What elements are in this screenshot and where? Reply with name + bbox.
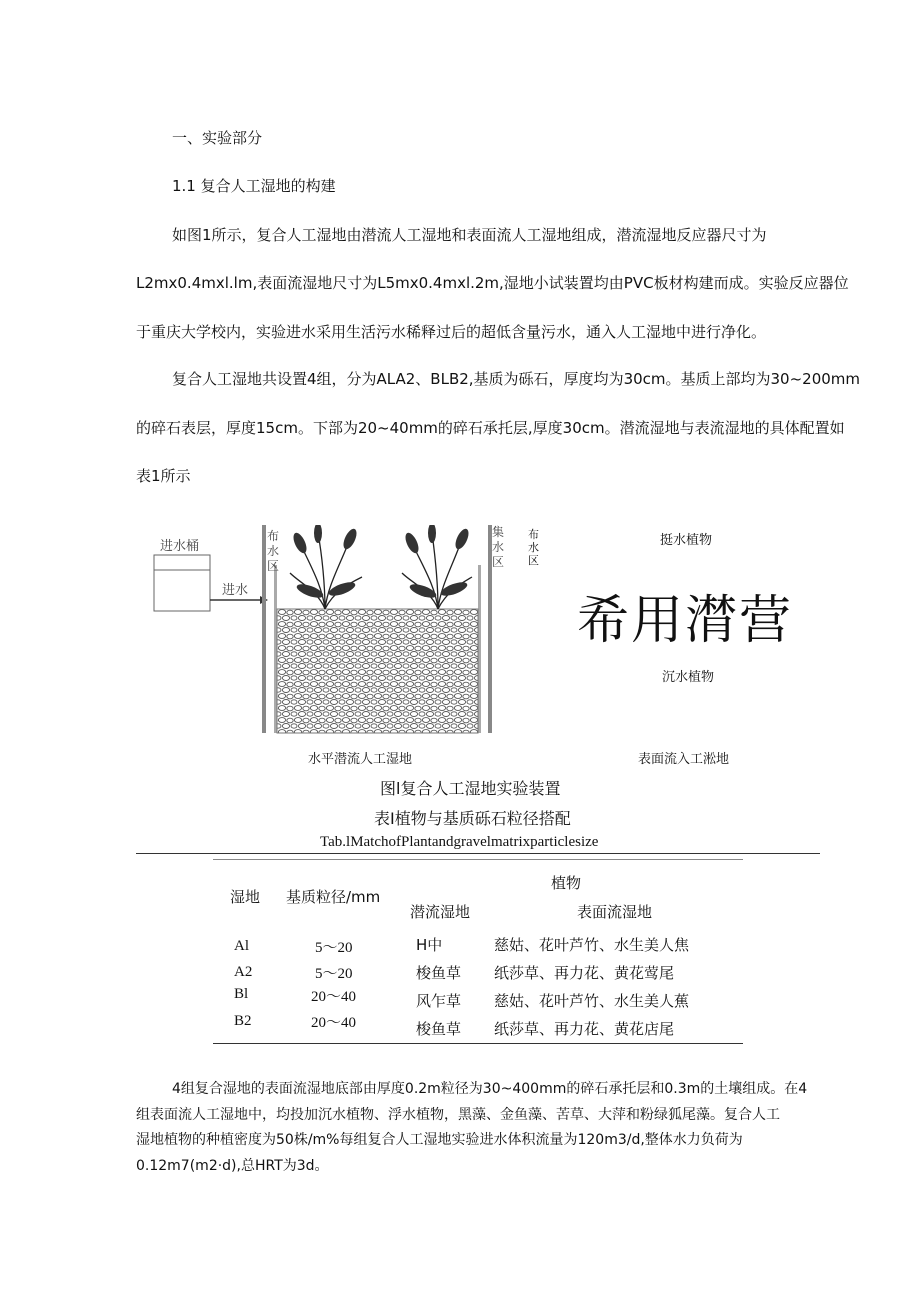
row-particle-size: 5～20 (315, 966, 353, 982)
section-heading: 一、实验部分 (172, 129, 263, 147)
table-title-cn: 表I植物与基质砾石粒径搭配 (374, 809, 571, 828)
row-surface-plants: 慈姑、花叶芦竹、水生美人蕉 (494, 992, 690, 1010)
row-wetland-id: Bl (234, 986, 249, 1002)
emergent-plants-label: 挺水植物 (660, 533, 713, 548)
table-top-rule (136, 853, 820, 854)
row-particle-size: 20～40 (311, 989, 357, 1005)
col-header-plants: 植物 (551, 874, 582, 892)
row-subsurface-plant: 梭鱼草 (416, 1020, 462, 1038)
paragraph-line: 的碎石表层，厚度15cm。下部为20~40mm的碎石承托层,厚度30cm。潜流湿地与表流湿地的具体配置如 (136, 419, 845, 437)
right-figure-caption: 表面流入工淞地 (638, 752, 730, 767)
inlet-label: 进水 (222, 583, 249, 598)
paragraph-line: 组表面流人工湿地中，均投加沉水植物、浮水植物，黑藻、金鱼藻、苦草、大萍和粉绿狐尾藻。复合人工 (136, 1107, 780, 1123)
right-vertical-label: 布水区 (528, 528, 539, 567)
row-wetland-id: B2 (234, 1013, 252, 1029)
distribution-zone-label: 布水区 (267, 529, 280, 573)
inlet-bucket-label: 进水桶 (160, 539, 200, 554)
col-header-particle: 基质粒径/mm (286, 888, 381, 906)
paragraph-line: 表1所示 (136, 467, 191, 485)
surface-wetland-glyphs: 希用潸营 (577, 593, 794, 650)
subsurface-wetland-diagram (150, 525, 520, 737)
left-figure-caption: 水平潜流人工湿地 (308, 752, 413, 767)
paragraph-line: 如图1所示，复合人工湿地由潜流人工湿地和表面流人工湿地组成，潜流湿地反应器尺寸为 (172, 226, 767, 244)
col-header-wetland: 湿地 (230, 888, 261, 906)
figure-caption: 图l复合人工湿地实验装置 (380, 779, 561, 798)
row-wetland-id: A2 (234, 964, 253, 980)
table-title-en: Tab.lMatchofPlantandgravelmatrixparticlesize (320, 834, 599, 850)
row-particle-size: 5～20 (315, 940, 353, 956)
submerged-plants-label: 沉水植物 (662, 670, 715, 685)
table-inner-top-rule (213, 859, 743, 860)
row-particle-size: 20～40 (311, 1015, 357, 1031)
wetland-schematic (150, 525, 520, 737)
row-surface-plants: 纸莎草、再力花、黄花莺尾 (494, 964, 675, 982)
col-header-subsurface: 潜流湿地 (410, 903, 471, 921)
row-subsurface-plant: 梭鱼草 (416, 964, 462, 982)
col-header-surface: 表面流湿地 (577, 903, 653, 921)
row-surface-plants: 纸莎草、再力花、黄花店尾 (494, 1020, 675, 1038)
subsection-heading: 1.1 复合人工湿地的构建 (172, 177, 336, 195)
row-subsurface-plant: 风乍草 (416, 992, 462, 1010)
paragraph-line: 复合人工湿地共设置4组，分为ALA2、BLB2,基质为砾石，厚度均为30cm。基质上部均为30~200mm (172, 370, 861, 388)
paragraph-line: 0.12m7(m2·d),总HRT为3d。 (136, 1158, 329, 1174)
row-wetland-id: Al (234, 938, 249, 954)
paragraph-line: L2mx0.4mxl.lm,表面流湿地尺寸为L5mx0.4mxl.2m,湿地小试装置均由PVC板材构建而成。实验反应器位 (136, 274, 849, 292)
paragraph-line: 4组复合湿地的表面流湿地底部由厚度0.2m粒径为30~400mm的碎石承托层和0.3m的土壤组成。在4 (172, 1081, 808, 1097)
row-surface-plants: 慈姑、花叶芦竹、水生美人焦 (494, 936, 690, 954)
table-bottom-rule (213, 1043, 743, 1044)
row-subsurface-plant: H中 (416, 936, 443, 954)
paragraph-line: 湿地植物的种植密度为50株/m%每组复合人工湿地实验进水体积流量为120m3/d,整体水力负荷为 (136, 1132, 743, 1148)
paragraph-line: 于重庆大学校内，实验进水采用生活污水稀释过后的超低含量污水，通入人工湿地中进行净化。 (136, 323, 767, 341)
collection-zone-label: 集水区 (492, 525, 505, 569)
